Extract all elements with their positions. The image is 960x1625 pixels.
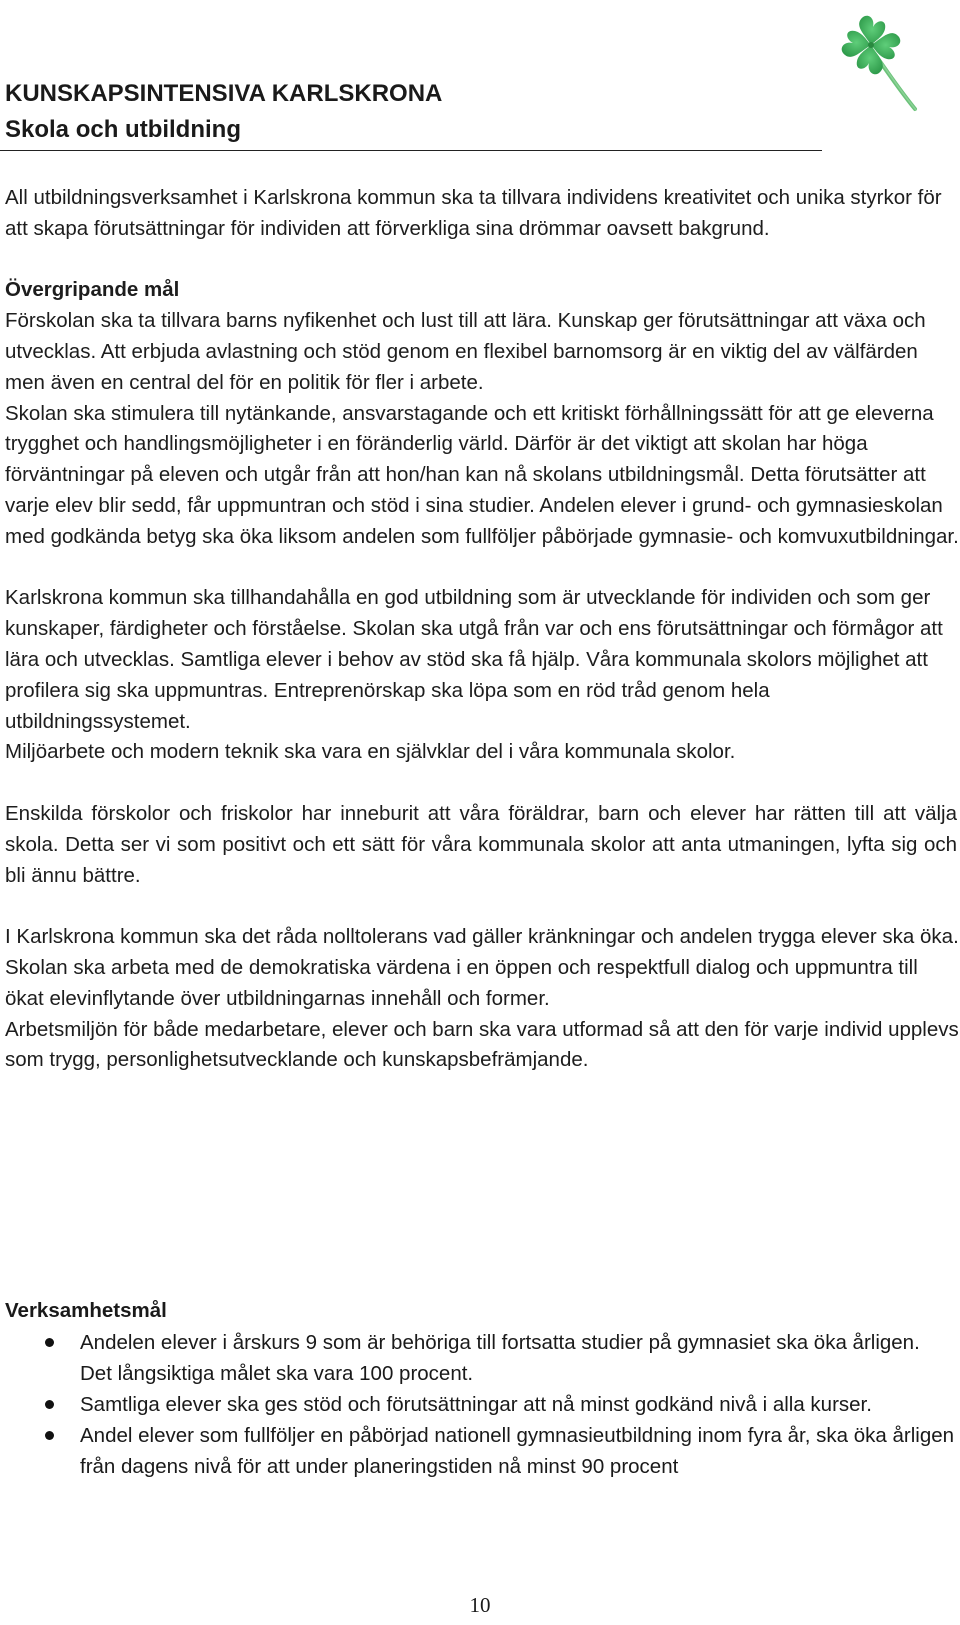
page-subtitle: Skola och utbildning: [5, 116, 241, 143]
body-paragraph: Miljöarbete och modern teknik ska vara en självklar del i våra kommunala skolor.: [5, 740, 736, 764]
document-header: [5, 76, 820, 148]
body-paragraph: Skolan ska stimulera till nytänkande, ansvarstagande och ett kritiskt förhållningssätt för att ge eleverna trygghet och handlingsmöjligheter i en föränderlig värld. Därför är det viktigt att skolan har höga förväntningar på eleven och utgår från att hon/han kan nå skolans utbildningsmål. Detta förutsätter att varje elev blir sedd, får uppmuntran och stöd i sina studier. Andelen elever i grund- och gymnasieskolan med godkända betyg ska öka liksom andelen som fullföljer påbörjade gymnasie- och komvuxutbildningar.: [5, 401, 959, 548]
body-paragraph: Enskilda förskolor och friskolor har inneburit att våra föräldrar, barn och elever har rätten till att välja skola. Detta ser vi som positivt och ett sätt för våra kommunala skolor att anta utmaningen, lyfta sig och bli ännu bättre.: [5, 801, 957, 887]
header-divider: [0, 150, 822, 151]
document-body: [5, 183, 960, 1076]
page-number: 10: [469, 1593, 491, 1617]
list-item-text: Andel elever som fullföljer en påbörjad nationell gymnasieutbildning inom fyra år, ska öka årligen från dagens nivå för att under planeringstiden nå minst 90 procent: [80, 1424, 955, 1478]
body-paragraph: Förskolan ska ta tillvara barns nyfikenhet och lust till att lära. Kunskap ger förutsättningar att växa och utvecklas. Att erbjuda avlastning och stöd genom en flexibel barnomsorg är en viktig del av välfärden men även en central del för en politik för fler i arbete.: [5, 309, 926, 394]
section-heading-overall-goals: Övergripande mål: [5, 278, 180, 302]
section-heading-operational-goals: Verksamhetsmål: [5, 1299, 167, 1322]
list-item: [5, 1327, 955, 1389]
bullet-icon: [45, 1338, 54, 1347]
page-title: KUNSKAPSINTENSIVA KARLSKRONA: [5, 80, 443, 107]
body-paragraph: I Karlskrona kommun ska det råda nolltolerans vad gäller kränkningar och andelen trygga elever ska öka. Skolan ska arbeta med de demokratiska värdena i en öppen och respektfull dialog och uppmuntra till ökat elevinflytande över utbildningarnas innehåll och former.: [5, 925, 959, 1010]
body-paragraph: Arbetsmiljön för både medarbetare, elever och barn ska vara utformad så att den för varje individ upplevs som trygg, personlighetsutvecklande och kunskapsbefrämjande.: [5, 1017, 959, 1072]
bullet-icon: [45, 1431, 54, 1440]
four-leaf-clover-icon: [835, 5, 945, 120]
list-item-text: Andelen elever i årskurs 9 som är behöriga till fortsatta studier på gymnasiet ska öka årligen. Det långsiktiga målet ska vara 100 procent.: [80, 1331, 920, 1385]
intro-paragraph: All utbildningsverksamhet i Karlskrona kommun ska ta tillvara individens kreativitet och unika styrkor för att skapa förutsättningar för individen att förverkliga sina drömmar oavsett bakgrund.: [5, 186, 942, 240]
bullet-icon: [45, 1400, 54, 1409]
list-item: [5, 1389, 955, 1420]
list-item-text: Samtliga elever ska ges stöd och förutsättningar att nå minst godkänd nivå i alla kurser.: [80, 1393, 872, 1416]
operational-goals-list: [5, 1327, 955, 1482]
list-item: [5, 1420, 955, 1482]
body-paragraph: Karlskrona kommun ska tillhandahålla en god utbildning som är utvecklande för individen och som ger kunskaper, färdigheter och förståelse. Skolan ska utgå från var och ens förutsättningar och förmågor att lära och utvecklas. Samtliga elever i behov av stöd ska få hjälp. Våra kommunala skolors möjlighet att profilera sig ska uppmuntras. Entreprenörskap ska löpa som en röd tråd genom hela utbildningssystemet.: [5, 586, 943, 733]
